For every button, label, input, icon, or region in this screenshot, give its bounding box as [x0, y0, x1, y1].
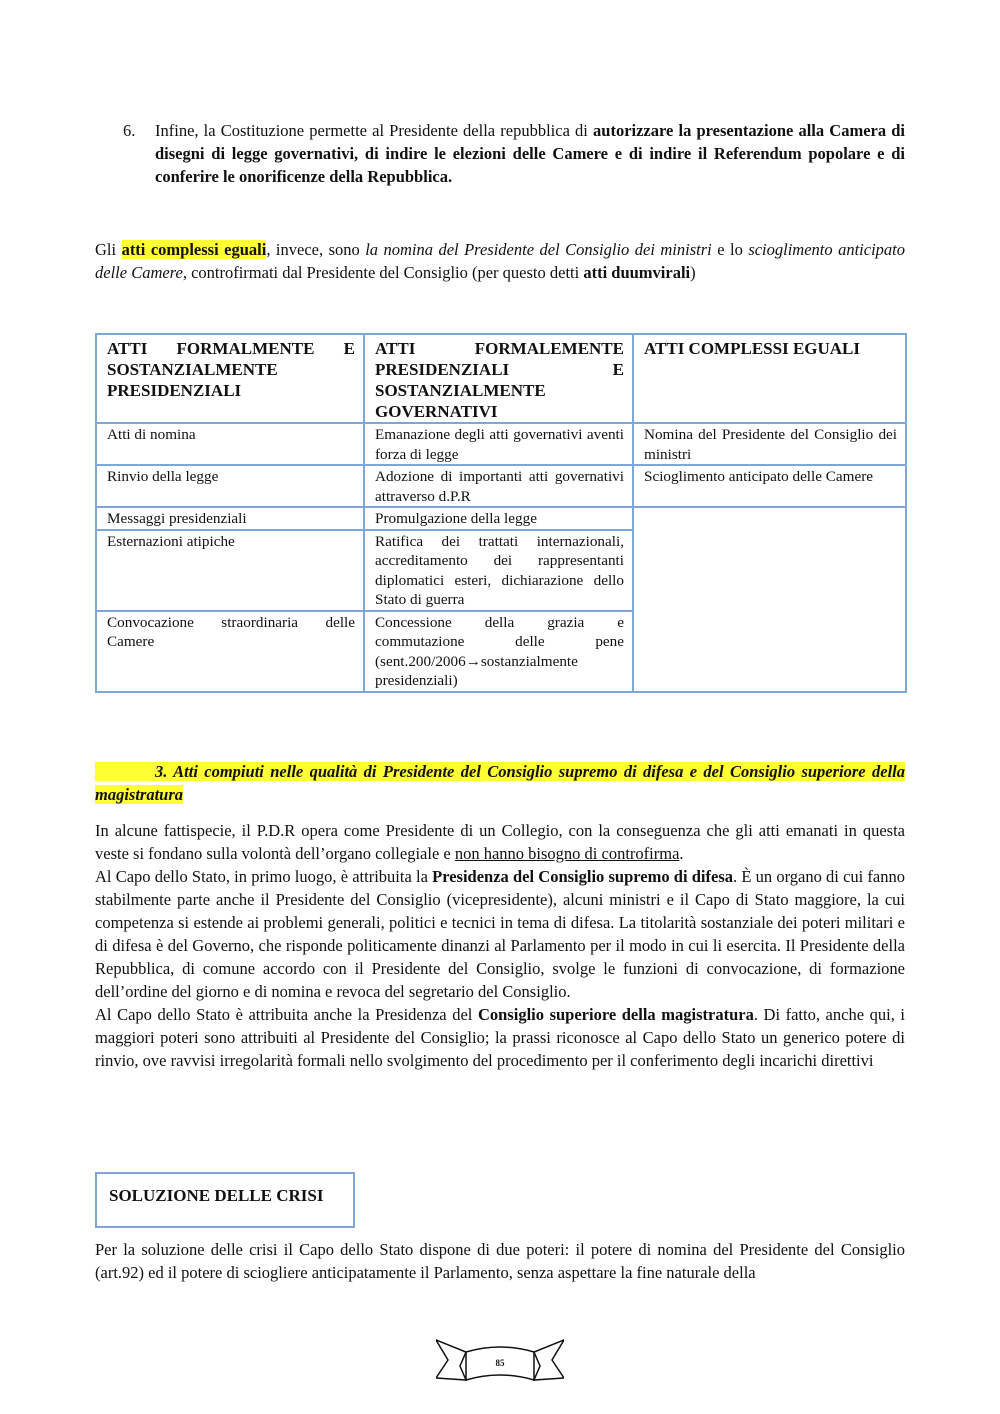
table-cell: Esternazioni atipiche [96, 530, 364, 611]
page-footer [436, 1332, 564, 1392]
table-cell: Convocazione straordinaria delle Camere [96, 611, 364, 692]
paragraph-atti-complessi [95, 238, 905, 284]
section-3-heading [95, 760, 905, 806]
text-run: Al Capo dello Stato è attribuita anche la Presidenza del [95, 1005, 478, 1024]
table-header-cell: ATTI FORMALMENTE E SOSTANZIALMENTE PRESIDENZIALI [96, 334, 364, 423]
table-header-cell: ATTI COMPLESSI EGUALI [633, 334, 906, 423]
table-cell: Messaggi presidenziali [96, 507, 364, 530]
table-header-cell: ATTI FORMALEMENTE PRESIDENZIALI E SOSTANZIALMENTE GOVERNATIVI [364, 334, 633, 423]
item6-text-bold: autorizzare la presentazione alla Camera di disegni di legge governativi, di indire le elezioni delle Camere e di indire il Referendum popolare e di conferire le onorificenze della Repubblica. [155, 121, 905, 186]
underlined-term: non hanno bisogno di controfirma [454, 844, 680, 863]
italic-term: scioglimento anticipato delle Camere [95, 240, 906, 282]
section-3-body [95, 819, 905, 1072]
text-run: . È un organo di cui fanno stabilmente parte anche il Presidente del Consiglio (vicepresidente), alcuni ministri e il Capo di Stato maggiore, la cui competenza si estende ai problemi generali, politici e tecnici in tema di difesa. La titolarità sostanziale dei poteri militari e di difesa è del Governo, che risponde politicamente dinanzi al Parlamento per il modo in cui li esercita. Il Presidente della Repubblica, di comune accordo con il Presidente del Consiglio, svolge le funzioni di convocazione, di formazione dell’ordine del giorno e di nomina e revoca del segretario del Consiglio. [95, 867, 905, 1001]
table-row [96, 507, 906, 530]
italic-term: la nomina del Presidente del Consiglio dei ministri [365, 240, 712, 259]
table-cell: Ratifica dei trattati internazionali, accreditamento dei rappresentanti diplomatici esteri, dichiarazione dello Stato di guerra [364, 530, 633, 611]
paragraph-crisi: Per la soluzione delle crisi il Capo dello Stato dispone di due poteri: il potere di nomina del Presidente del Consiglio (art.92) ed il potere di sciogliere anticipatamente il Parlamento, senza aspettare la fine naturale della [95, 1240, 905, 1282]
table-row [96, 423, 906, 465]
section-heading-text: 3. Atti compiuti nelle qualità di Presidente del Consiglio supremo di difesa e del Consiglio superiore della magistratura [95, 762, 905, 804]
highlighted-term: atti complessi eguali [121, 240, 267, 259]
text-run: Gli [95, 240, 122, 259]
table-cell: Promulgazione della legge [364, 507, 633, 530]
text-run: In alcune fattispecie, il P.D.R opera come Presidente di un Collegio, con la conseguenza che gli atti emanati in questa veste si fondano sulla volontà dell’organo collegiale e [95, 821, 905, 863]
atti-table [95, 333, 907, 693]
table-cell: Rinvio della legge [96, 465, 364, 507]
table-cell: Atti di nomina [96, 423, 364, 465]
text-run: . [679, 844, 684, 863]
bold-term: Presidenza del Consiglio supremo di difesa [432, 867, 734, 886]
table-cell: Scioglimento anticipato delle Camere [633, 465, 906, 507]
soluzione-crisi-box [95, 1172, 355, 1228]
table-cell: Emanazione degli atti governativi aventi forza di legge [364, 423, 633, 465]
table-cell: Adozione di importanti atti governativi attraverso d.P.R [364, 465, 633, 507]
item6-text-normal: Infine, la Costituzione permette al Presidente della repubblica di [155, 121, 594, 140]
text-run: . Di fatto, anche qui, i maggiori poteri sono attribuiti al Presidente del Consiglio; la prassi riconosce al Capo dello Stato un generico potere di rinvio, ove ravvisi irregolarità formali nello svolgimento del procedimento per il conferimento degli incarichi direttivi [95, 1005, 905, 1070]
bold-term: Consiglio superiore della magistratura [477, 1005, 754, 1024]
text-run: , controfirmati dal Presidente del Consiglio (per questo detti [182, 263, 584, 282]
list-item-6 [123, 119, 905, 188]
page-number: 85 [495, 1358, 505, 1368]
text-run: Al Capo dello Stato, in primo luogo, è attribuita la [95, 867, 433, 886]
bold-term: atti duumvirali [583, 263, 691, 282]
list-item-text [155, 119, 905, 188]
table-row [96, 465, 906, 507]
box-title: SOLUZIONE DELLE CRISI [109, 1186, 324, 1205]
table-cell: Concessione della grazia e commutazione delle pene (sent.200/2006→sostanzialmente presidenziali) [364, 611, 633, 692]
table-cell-empty [633, 507, 906, 692]
text-run: ) [690, 263, 696, 282]
text-run: , invece, sono [266, 240, 366, 259]
list-number: 6. [123, 121, 136, 140]
table-header-row [96, 334, 906, 423]
table-cell: Nomina del Presidente del Consiglio dei ministri [633, 423, 906, 465]
text-run: e lo [711, 240, 749, 259]
